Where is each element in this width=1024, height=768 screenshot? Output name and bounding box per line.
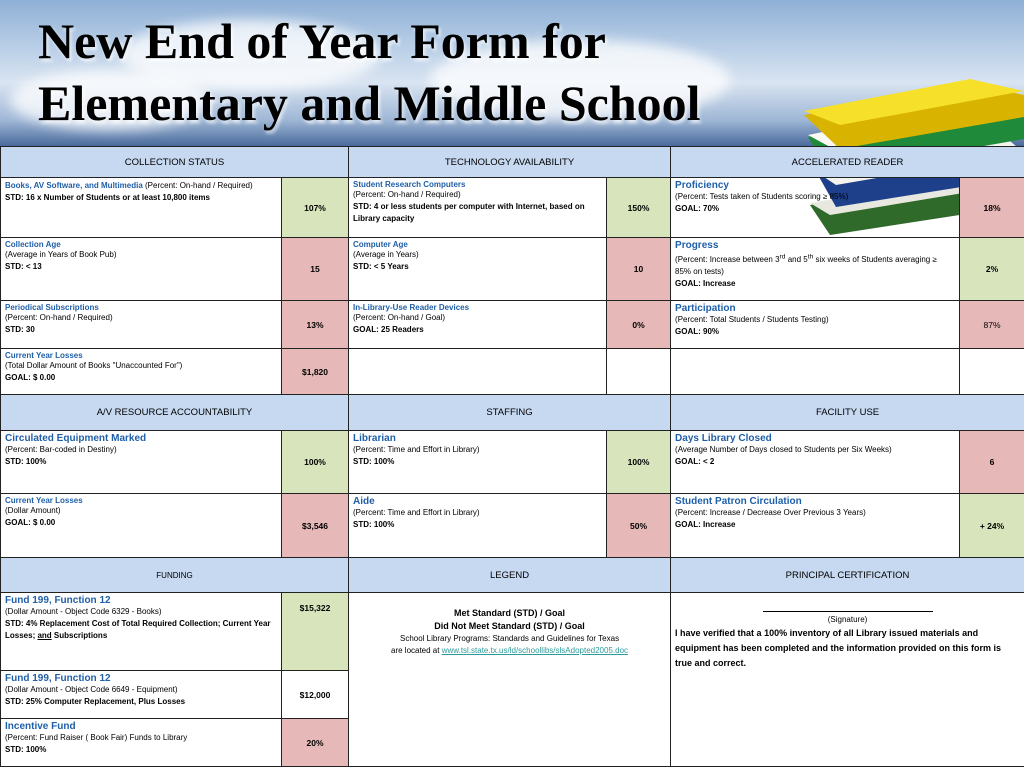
fund-books-std-part: Subscriptions [51,631,108,640]
progress-sub-part: and 5 [785,254,808,264]
research-computers-std: STD: 4 or less students per computer with Internet, based on Library capacity [353,202,585,223]
proficiency-std: GOAL: 70% [675,204,720,213]
reader-devices-std: GOAL: 25 Readers [353,325,424,334]
end-of-year-form-table [0,146,1024,767]
reader-devices-label: In-Library-Use Reader Devices [353,303,470,312]
books-av-sub: (Percent: On-hand / Required) [142,181,253,190]
legend-not-met: Did Not Meet Standard (STD) / Goal [434,621,585,631]
collection-age-label: Collection Age [5,240,61,249]
proficiency-cell [671,178,960,238]
days-closed-label: Days Library Closed [675,433,772,444]
patron-circulation-sub: (Percent: Increase / Decrease Over Previous 3 Years) [675,508,866,517]
header-accelerated-reader: ACCELERATED READER [671,147,1024,178]
collection-age-cell [1,238,282,301]
patron-circulation-value: + 24% [960,494,1024,558]
incentive-fund-label: Incentive Fund [5,721,76,732]
participation-value: 87% [960,301,1024,349]
fund-books-cell [1,593,282,671]
librarian-label: Librarian [353,433,396,444]
fund-equipment-cell [1,671,282,719]
losses-av-sub: (Dollar Amount) [5,506,61,515]
empty-cell [960,349,1024,395]
research-computers-cell [349,178,607,238]
days-closed-value: 6 [960,431,1024,494]
aide-cell [349,494,607,558]
progress-sup: th [807,253,814,260]
periodical-cell [1,301,282,349]
losses-av-label: Current Year Losses [5,496,83,505]
books-av-label: Books, AV Software, and Multimedia [5,181,143,190]
fund-books-value: $15,322 [282,593,349,671]
incentive-fund-std: STD: 100% [5,745,47,754]
losses-books-value: $1,820 [282,349,349,395]
losses-books-std: GOAL: $ 0.00 [5,373,56,382]
reader-devices-cell [349,301,607,349]
signature-caption: (Signature) [827,615,868,624]
progress-sub [675,255,937,276]
computer-age-std: STD: < 5 Years [353,262,409,271]
header-facility-use: FACILITY USE [671,395,1024,431]
patron-circulation-std: GOAL: Increase [675,520,736,529]
empty-cell [349,349,607,395]
fund-books-std [5,619,271,640]
research-computers-value: 150% [607,178,671,238]
progress-std: GOAL: Increase [675,278,736,288]
proficiency-label: Proficiency [675,180,729,191]
computer-age-label: Computer Age [353,240,408,249]
certification-cell [671,593,1024,767]
title-line-1: New End of Year Form for [38,13,606,69]
collection-age-sub: (Average in Years of Book Pub) [5,250,117,259]
losses-av-value: $3,546 [282,494,349,558]
librarian-value: 100% [607,431,671,494]
research-computers-sub: (Percent: On-hand / Required) [353,190,461,199]
header-av-resource: A/V RESOURCE ACCOUNTABILITY [1,395,349,431]
fund-equipment-value: $12,000 [282,671,349,719]
circulated-equipment-cell [1,431,282,494]
empty-cell [607,349,671,395]
periodical-value: 13% [282,301,349,349]
periodical-sub: (Percent: On-hand / Required) [5,313,113,322]
days-closed-std: GOAL: < 2 [675,457,715,466]
books-av-std: STD: 16 x Number of Students or at least 10,800 items [5,193,210,202]
computer-age-cell [349,238,607,301]
losses-av-std: GOAL: $ 0.00 [5,518,56,527]
empty-cell [671,349,960,395]
page-title [38,10,701,134]
days-closed-sub: (Average Number of Days closed to Students per Six Weeks) [675,445,892,454]
circulated-equipment-value: 100% [282,431,349,494]
losses-books-cell [1,349,282,395]
header-technology-availability: TECHNOLOGY AVAILABILITY [349,147,671,178]
proficiency-sub: (Percent: Tests taken of Students scoring ≥ 85%) [675,192,849,201]
books-av-value: 107% [282,178,349,238]
legend-cell [349,593,671,767]
progress-value: 2% [960,238,1024,301]
aide-label: Aide [353,496,375,507]
reader-devices-value: 0% [607,301,671,349]
header-staffing: STAFFING [349,395,671,431]
librarian-cell [349,431,607,494]
progress-label: Progress [675,240,719,251]
proficiency-value: 18% [960,178,1024,238]
progress-sup: rd [779,253,786,260]
header-funding: FUNDING [1,558,349,593]
books-av-cell [1,178,282,238]
fund-books-std-underlined: and [37,631,52,640]
losses-books-label: Current Year Losses [5,351,83,360]
standards-link[interactable]: www.tsl.state.tx.us/ld/schoollibs/slsAdopted2005.doc [441,646,629,655]
losses-books-sub: (Total Dollar Amount of Books "Unaccounted For") [5,361,183,370]
circulated-equipment-std: STD: 100% [5,457,47,466]
legend-note-location [353,645,666,657]
circulated-equipment-label: Circulated Equipment Marked [5,433,147,444]
days-closed-cell [671,431,960,494]
signature-line[interactable] [763,611,933,612]
reader-devices-sub: (Percent: On-hand / Goal) [353,313,446,322]
header-collection-status: COLLECTION STATUS [1,147,349,178]
librarian-sub: (Percent: Time and Effort in Library) [353,445,480,454]
librarian-std: STD: 100% [353,457,395,466]
computer-age-value: 10 [607,238,671,301]
fund-equipment-sub: (Dollar Amount - Object Code 6649 - Equipment) [5,685,178,694]
incentive-fund-cell [1,719,282,767]
fund-books-sub: (Dollar Amount - Object Code 6329 - Books) [5,607,162,616]
legend-met: Met Standard (STD) / Goal [454,608,566,618]
header-principal-certification: PRINCIPAL CERTIFICATION [671,558,1024,593]
collection-age-std: STD: < 13 [5,262,42,271]
periodical-std: STD: 30 [5,325,35,334]
incentive-fund-value: 20% [282,719,349,767]
title-line-2: Elementary and Middle School [38,75,701,131]
computer-age-sub: (Average in Years) [353,250,419,259]
collection-age-value: 15 [282,238,349,301]
legend-note-prefix: are located at [391,646,442,655]
progress-sub-part: (Percent: Increase between 3 [675,254,780,264]
losses-av-cell [1,494,282,558]
patron-circulation-cell [671,494,960,558]
participation-label: Participation [675,303,736,314]
progress-cell [671,238,960,301]
participation-cell [671,301,960,349]
incentive-fund-sub: (Percent: Fund Raiser ( Book Fair) Funds to Library [5,733,188,742]
research-computers-label: Student Research Computers [353,180,466,189]
fund-books-label: Fund 199, Function 12 [5,595,111,606]
participation-sub: (Percent: Total Students / Students Testing) [675,315,829,324]
header-legend: LEGEND [349,558,671,593]
aide-std: STD: 100% [353,520,395,529]
fund-books-std-part: STD: 4% Replacement Cost of Total Required Collection; Current Year Losses; [5,619,271,640]
patron-circulation-label: Student Patron Circulation [675,496,802,507]
fund-equipment-label: Fund 199, Function 12 [5,673,111,684]
participation-std: GOAL: 90% [675,327,720,336]
progress-sub-part: six weeks of Students averaging ≥ 85% on tests) [675,254,937,276]
periodical-label: Periodical Subscriptions [5,303,99,312]
fund-equipment-std: STD: 25% Computer Replacement, Plus Losses [5,697,186,706]
aide-value: 50% [607,494,671,558]
legend-note: School Library Programs: Standards and Guidelines for Texas [399,634,620,643]
certification-statement: I have verified that a 100% inventory of all Library issued materials and equipment has been completed and the information provided on this form is true and correct. [675,628,1002,668]
aide-sub: (Percent: Time and Effort in Library) [353,508,480,517]
circulated-equipment-sub: (Percent: Bar-coded in Destiny) [5,445,117,454]
